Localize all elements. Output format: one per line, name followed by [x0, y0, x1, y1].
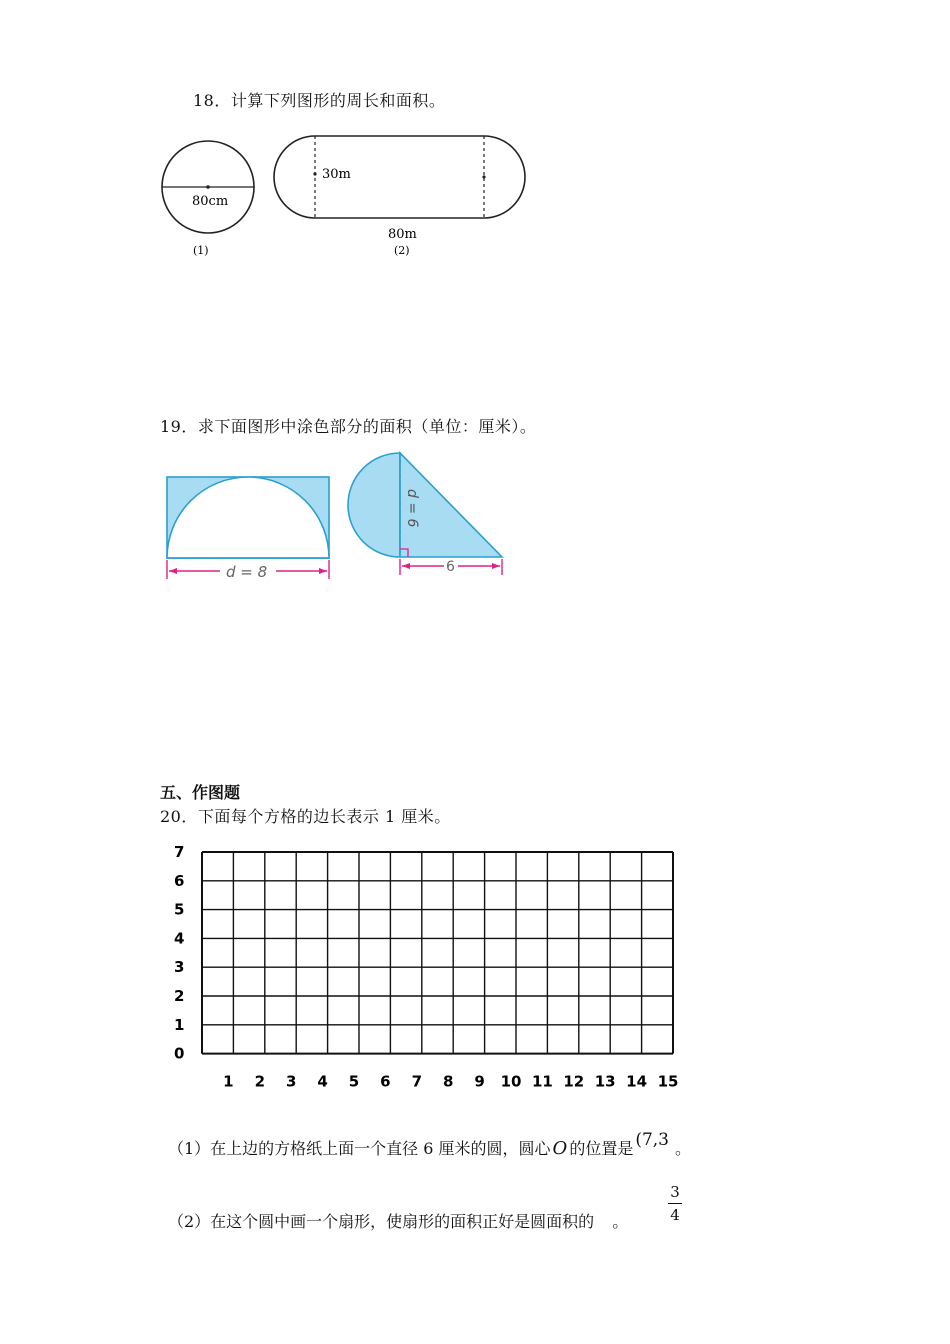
grid-y-label: 3 [174, 958, 185, 977]
q19-fig2-vertical-label: d = 6 [404, 489, 420, 528]
q18-figure [155, 130, 535, 270]
q18-stadium [274, 136, 525, 218]
q19-dim2-arrow-left [402, 563, 410, 569]
grid-y-label: 1 [174, 1015, 185, 1034]
q18-stadium-left-dot [313, 172, 316, 175]
q20-part1-var: O [552, 1138, 568, 1159]
grid-x-label: 15 [657, 1072, 679, 1091]
q18-fig2-height-label: 30m [322, 167, 351, 182]
q19-fig2-horizontal-label: 6 [446, 559, 455, 575]
q20-part1-suffix: 。 [675, 1139, 692, 1158]
q18-circle-center [206, 185, 210, 189]
q19-dim-arrow-left [169, 568, 177, 574]
q20-frac-den: 4 [670, 1206, 680, 1224]
grid-x-label: 9 [474, 1072, 485, 1091]
q20-part1-prefix: （1）在上边的方格纸上面一个直径 6 厘米的圆，圆心 [168, 1139, 551, 1158]
grid-x-label: 5 [348, 1072, 360, 1091]
grid-y-label: 7 [174, 843, 185, 861]
grid-x-label: 8 [442, 1072, 454, 1091]
q19-left-semicircle [348, 453, 400, 557]
grid-y-label: 5 [174, 900, 185, 919]
q20-part1-middle: 的位置是 [569, 1139, 634, 1158]
q20-part2 [168, 1209, 628, 1232]
grid-y-label: 0 [174, 1044, 185, 1063]
q19-text: 19．求下面图形中涂色部分的面积（单位：厘米）。 [160, 417, 537, 436]
q20-part2-suffix: 。 [612, 1212, 629, 1231]
q20-frac-bar [668, 1203, 682, 1204]
q19-dim-arrow-right [319, 568, 327, 574]
q18-fig2-caption: (2) [394, 244, 410, 257]
q20-grid [160, 838, 700, 1091]
grid-x-label: 14 [626, 1072, 648, 1091]
q20-part1-coord: (7,3 [635, 1130, 669, 1150]
grid-x-label: 6 [380, 1072, 391, 1091]
q19-dim2-arrow-right [492, 563, 500, 569]
grid-x-label: 1 [223, 1072, 234, 1091]
grid-x-label: 11 [531, 1072, 553, 1091]
q19-figure [160, 447, 540, 587]
q20-fraction [668, 1183, 682, 1224]
q18-fig1-label: 80cm [192, 194, 229, 209]
grid-x-label: 12 [563, 1072, 585, 1091]
q20-text: 20．下面每个方格的边长表示 1 厘米。 [160, 807, 451, 826]
grid-x-label: 7 [411, 1072, 423, 1091]
grid-x-label: 4 [317, 1072, 328, 1091]
grid-y-label: 2 [174, 987, 185, 1005]
q20-frac-num: 3 [670, 1183, 680, 1201]
q20-part2-prefix: （2）在这个圆中画一个扇形，使扇形的面积正好是圆面积的 [168, 1212, 595, 1231]
section5-title: 五、作图题 [160, 783, 241, 802]
grid-x-label: 3 [285, 1072, 297, 1091]
grid-y-label: 4 [174, 929, 185, 948]
q18-fig1-caption: (1) [193, 244, 209, 257]
q18-fig2-length-label: 80m [388, 227, 417, 242]
grid-x-label: 13 [594, 1072, 616, 1091]
q18-text: 18．计算下列图形的周长和面积。 [193, 91, 446, 110]
grid-x-label: 10 [500, 1072, 522, 1091]
q20-part1 [168, 1130, 692, 1159]
q18-stadium-right-dot [482, 175, 485, 178]
grid-y-label: 6 [174, 871, 185, 890]
q19-fig1-label: d = 8 [226, 563, 268, 581]
grid-x-label: 2 [254, 1072, 266, 1091]
